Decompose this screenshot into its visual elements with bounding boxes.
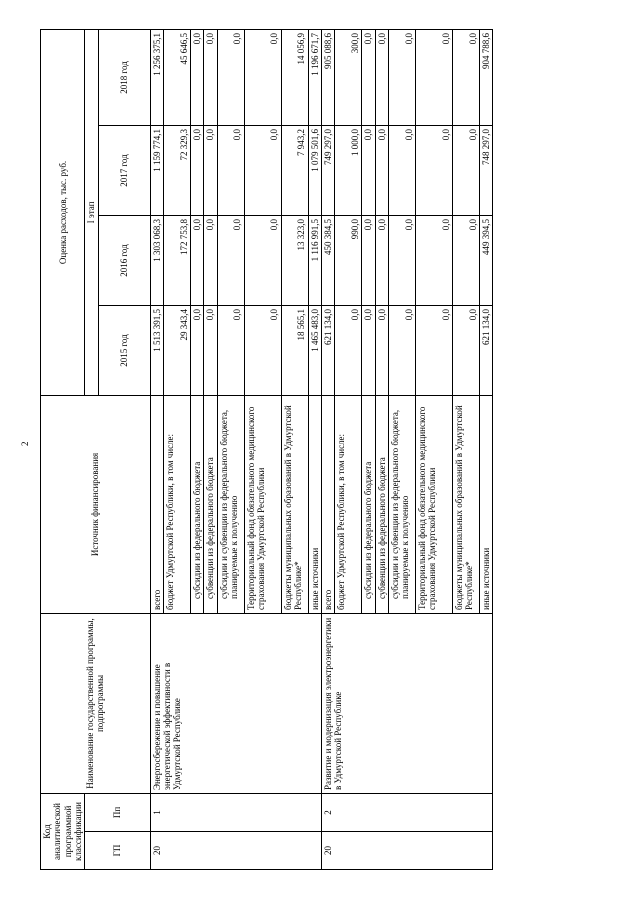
- value-cell: 0,0: [375, 216, 388, 306]
- value-cell: 0,0: [453, 216, 480, 306]
- value-cell: 0,0: [191, 216, 204, 306]
- source-cell: Территориальный фонд обязательного медицинского страхования Удмуртской Республики: [416, 396, 453, 614]
- value-cell: 0,0: [389, 306, 416, 396]
- gp-code: 20: [150, 832, 321, 870]
- header-gp: ГП: [85, 832, 150, 870]
- pp-code: 2: [322, 794, 493, 832]
- value-cell: 0,0: [416, 126, 453, 216]
- header-year: 2018 год: [98, 29, 150, 125]
- value-cell: 0,0: [217, 126, 244, 216]
- value-cell: 0,0: [453, 29, 480, 125]
- value-cell: 172 753,8: [164, 216, 191, 306]
- header-year: 2015 год: [98, 306, 150, 396]
- value-cell: 1 196 671,7: [308, 29, 321, 125]
- rotated-sheet: [40, 30, 600, 870]
- source-cell: субсидии из федерального бюджета: [191, 396, 204, 614]
- value-cell: 0,0: [416, 306, 453, 396]
- header-estimate: Оценка расходов, тыс. руб.: [41, 29, 85, 395]
- value-cell: 1 000,0: [335, 126, 362, 216]
- value-cell: 0,0: [375, 306, 388, 396]
- value-cell: 14 056,9: [281, 29, 308, 125]
- value-cell: 0,0: [362, 216, 375, 306]
- value-cell: 905 088,6: [322, 29, 335, 125]
- value-cell: 0,0: [204, 306, 217, 396]
- value-cell: 621 134,0: [322, 306, 335, 396]
- value-cell: 45 646,5: [164, 29, 191, 125]
- gp-code: 20: [322, 832, 493, 870]
- value-cell: 1 116 991,5: [308, 216, 321, 306]
- value-cell: 0,0: [389, 126, 416, 216]
- value-cell: 7 943,2: [281, 126, 308, 216]
- value-cell: 0,0: [217, 29, 244, 125]
- value-cell: 1 079 501,6: [308, 126, 321, 216]
- header-pp: Пп: [85, 794, 150, 832]
- value-cell: 450 384,5: [322, 216, 335, 306]
- value-cell: 0,0: [389, 29, 416, 125]
- source-cell: Территориальный фонд обязательного медицинского страхования Удмуртской Республики: [244, 396, 281, 614]
- value-cell: 904 788,6: [480, 29, 493, 125]
- value-cell: 0,0: [217, 306, 244, 396]
- value-cell: 990,0: [335, 216, 362, 306]
- table-row: [322, 29, 335, 869]
- value-cell: 0,0: [204, 216, 217, 306]
- source-cell: субсидии и субвенции из федерального бюджета, планируемые к получению: [217, 396, 244, 614]
- value-cell: 0,0: [362, 306, 375, 396]
- value-cell: 13 323,0: [281, 216, 308, 306]
- source-cell: иные источники: [480, 396, 493, 614]
- value-cell: 0,0: [416, 29, 453, 125]
- value-cell: 18 565,1: [281, 306, 308, 396]
- value-cell: 0,0: [191, 306, 204, 396]
- page-number: 2: [20, 441, 30, 446]
- value-cell: 0,0: [375, 29, 388, 125]
- value-cell: 72 329,3: [164, 126, 191, 216]
- source-cell: субсидии из федерального бюджета: [362, 396, 375, 614]
- source-cell: бюджет Удмуртской Республики, в том числе:: [335, 396, 362, 614]
- source-cell: бюджет Удмуртской Республики, в том числе:: [164, 396, 191, 614]
- table-row: [150, 29, 163, 869]
- header-year: 2017 год: [98, 126, 150, 216]
- value-cell: 0,0: [204, 29, 217, 125]
- source-cell: субвенции из федерального бюджета: [204, 396, 217, 614]
- financing-table: [40, 29, 493, 870]
- value-cell: 1 256 375,1: [150, 29, 163, 125]
- header-stage: I этап: [85, 29, 98, 395]
- header-code-group: Код аналитической программной классификации: [41, 794, 85, 870]
- value-cell: 0,0: [217, 216, 244, 306]
- value-cell: 0,0: [244, 306, 281, 396]
- value-cell: 0,0: [362, 29, 375, 125]
- source-cell: бюджеты муниципальных образований в Удмуртской Республике*: [453, 396, 480, 614]
- header-year: 2016 год: [98, 216, 150, 306]
- value-cell: 0,0: [453, 126, 480, 216]
- value-cell: 300,0: [335, 29, 362, 125]
- source-cell: субвенции из федерального бюджета: [375, 396, 388, 614]
- source-cell: субсидии и субвенции из федерального бюджета, планируемые к получению: [389, 396, 416, 614]
- program-name: Развитие и модернизация электроэнергетики в Удмуртской Республике: [322, 614, 493, 794]
- header-program-name: Наименование государственной программы, подпрограммы: [41, 614, 151, 794]
- source-cell: иные источники: [308, 396, 321, 614]
- value-cell: 0,0: [204, 126, 217, 216]
- value-cell: 0,0: [191, 29, 204, 125]
- source-cell: всего: [150, 396, 163, 614]
- value-cell: 1 513 391,5: [150, 306, 163, 396]
- value-cell: 0,0: [389, 216, 416, 306]
- program-name: Энергосбережение и повышение энергетической эффективности в Удмуртской Республике: [150, 614, 321, 794]
- value-cell: 0,0: [453, 306, 480, 396]
- value-cell: 749 297,0: [322, 126, 335, 216]
- pp-code: 1: [150, 794, 321, 832]
- value-cell: 0,0: [335, 306, 362, 396]
- value-cell: 0,0: [375, 126, 388, 216]
- value-cell: 1 303 068,3: [150, 216, 163, 306]
- value-cell: 0,0: [416, 216, 453, 306]
- header-source: Источник финансирования: [41, 396, 151, 614]
- value-cell: 0,0: [191, 126, 204, 216]
- table-body: [150, 29, 493, 869]
- source-cell: бюджеты муниципальных образований в Удмуртской Республике*: [281, 396, 308, 614]
- value-cell: 1 159 774,1: [150, 126, 163, 216]
- value-cell: 1 465 483,0: [308, 306, 321, 396]
- value-cell: 0,0: [362, 126, 375, 216]
- value-cell: 0,0: [244, 126, 281, 216]
- value-cell: 29 343,4: [164, 306, 191, 396]
- source-cell: всего: [322, 396, 335, 614]
- value-cell: 0,0: [244, 216, 281, 306]
- value-cell: 449 394,5: [480, 216, 493, 306]
- value-cell: 748 297,0: [480, 126, 493, 216]
- value-cell: 621 134,0: [480, 306, 493, 396]
- value-cell: 0,0: [244, 29, 281, 125]
